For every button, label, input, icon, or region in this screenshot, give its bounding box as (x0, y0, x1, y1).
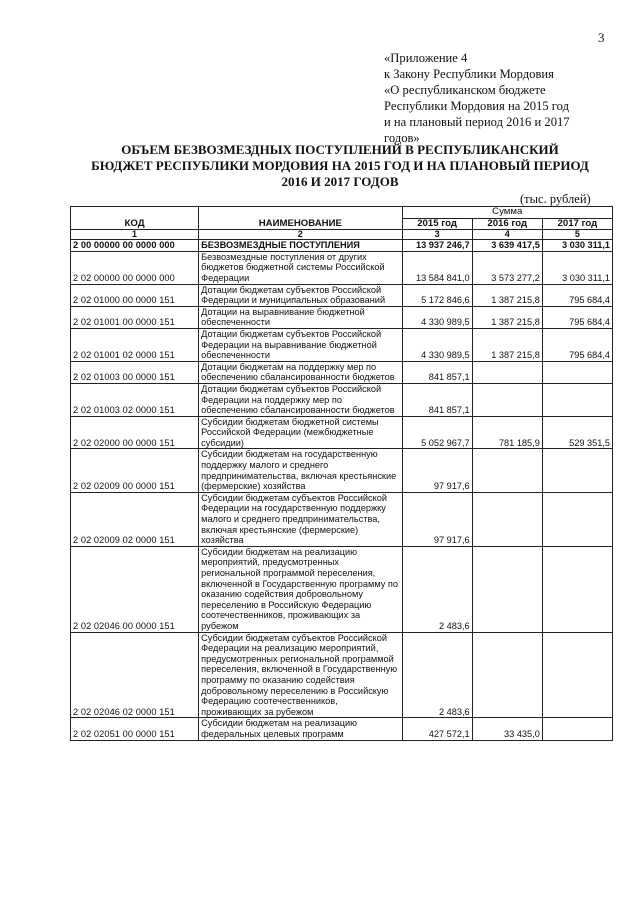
row-value-2016: 1 387 215,8 (472, 306, 542, 328)
title-line: 2016 И 2017 ГОДОВ (281, 174, 399, 189)
row-value-2017: 795 684,4 (542, 306, 612, 328)
row-value-2016 (472, 546, 542, 632)
row-code: 2 02 01000 00 0000 151 (71, 284, 199, 306)
row-value-2015: 5 052 967,7 (402, 416, 472, 449)
row-name: Дотации бюджетам субъектов Российской Федерации на поддержку мер по обеспечению сбалансированности бюджетов (199, 383, 402, 416)
header-name: НАИМЕНОВАНИЕ (199, 207, 402, 230)
header-code: КОД (71, 207, 199, 230)
row-value-2016 (472, 361, 542, 383)
row-value-2016: 3 573 277,2 (472, 251, 542, 284)
appendix-line: «Приложение 4 (384, 51, 468, 65)
appendix-line: к Закону Республики Мордовия (384, 67, 554, 81)
table-row (71, 361, 613, 383)
row-name: Безвозмездные поступления от других бюджетов бюджетной системы Российской Федерации (199, 251, 402, 284)
row-name: Субсидии бюджетам бюджетной системы Российской Федерации (межбюджетные субсидии) (199, 416, 402, 449)
header-year-2016: 2016 год (472, 218, 542, 230)
row-code: 2 02 01001 00 0000 151 (71, 306, 199, 328)
row-name: Субсидии бюджетам на реализацию федеральных целевых программ (199, 718, 402, 740)
row-value-2015: 841 857,1 (402, 361, 472, 383)
table-row (71, 306, 613, 328)
table-row (71, 251, 613, 284)
row-code: 2 02 02009 00 0000 151 (71, 449, 199, 492)
col-number-1: 1 (71, 230, 199, 240)
table-body (71, 240, 613, 740)
row-code: 2 02 02051 00 0000 151 (71, 718, 199, 740)
row-code: 2 02 00000 00 0000 000 (71, 251, 199, 284)
row-name: Субсидии бюджетам субъектов Российской Федерации на реализацию мероприятий, предусмотренных региональной программой переселения, включенной в Государственную программу по оказанию содействия добровольному переселению в Российскую Федерацию соотечественников, проживающих за рубежом (199, 632, 402, 718)
table-row (71, 328, 613, 361)
table-row (71, 449, 613, 492)
row-value-2016 (472, 492, 542, 546)
row-code: 2 02 02000 00 0000 151 (71, 416, 199, 449)
table-row (71, 546, 613, 632)
row-name: Дотации бюджетам на поддержку мер по обеспечению сбалансированности бюджетов (199, 361, 402, 383)
appendix-note (384, 50, 624, 146)
appendix-line: и на плановый период 2016 и 2017 (384, 115, 570, 129)
header-sum: Сумма (402, 207, 613, 219)
row-value-2015: 427 572,1 (402, 718, 472, 740)
document-title (60, 142, 620, 190)
header-year-2015: 2015 год (402, 218, 472, 230)
row-code: 2 02 02046 00 0000 151 (71, 546, 199, 632)
row-value-2015: 97 917,6 (402, 449, 472, 492)
table-row (71, 416, 613, 449)
units-label: (тыс. рублей) (520, 192, 591, 206)
row-value-2017 (542, 383, 612, 416)
header-year-2017: 2017 год (542, 218, 612, 230)
table-row (71, 718, 613, 740)
row-value-2017: 795 684,4 (542, 284, 612, 306)
row-code: 2 02 01003 02 0000 151 (71, 383, 199, 416)
row-value-2016 (472, 383, 542, 416)
row-name: Субсидии бюджетам на государственную поддержку малого и среднего предпринимательства, включая крестьянские (фермерские) хозяйства (199, 449, 402, 492)
row-name: Дотации на выравнивание бюджетной обеспеченности (199, 306, 402, 328)
row-value-2017 (542, 632, 612, 718)
row-code: 2 02 02009 02 0000 151 (71, 492, 199, 546)
title-line: ОБЪЕМ БЕЗВОЗМЕЗДНЫХ ПОСТУПЛЕНИЙ В РЕСПУБЛИКАНСКИЙ (121, 142, 559, 157)
row-name: Субсидии бюджетам субъектов Российской Федерации на государственную поддержку малого и среднего предпринимательства, включая крестьянские (фермерские) хозяйства (199, 492, 402, 546)
row-value-2016: 33 435,0 (472, 718, 542, 740)
row-value-2015: 13 937 246,7 (402, 240, 472, 252)
budget-table (70, 206, 613, 741)
row-value-2017: 3 030 311,1 (542, 251, 612, 284)
row-name: БЕЗВОЗМЕЗДНЫЕ ПОСТУПЛЕНИЯ (199, 240, 402, 252)
row-name: Субсидии бюджетам на реализацию мероприятий, предусмотренных региональной программой переселения, включенной в Государственную программу по оказанию содействия добровольному переселению в Российскую Федерацию соотечественников, проживающих за рубежом (199, 546, 402, 632)
table-row (71, 632, 613, 718)
row-value-2017: 529 351,5 (542, 416, 612, 449)
row-name: Дотации бюджетам субъектов Российской Федерации и муниципальных образований (199, 284, 402, 306)
row-value-2016: 3 639 417,5 (472, 240, 542, 252)
row-code: 2 02 01001 02 0000 151 (71, 328, 199, 361)
appendix-line: «О республиканском бюджете (384, 83, 546, 97)
row-value-2015: 4 330 989,5 (402, 306, 472, 328)
table-row (71, 492, 613, 546)
row-value-2017: 3 030 311,1 (542, 240, 612, 252)
row-value-2015: 5 172 846,6 (402, 284, 472, 306)
row-value-2017 (542, 492, 612, 546)
row-value-2016 (472, 449, 542, 492)
col-number-5: 5 (542, 230, 612, 240)
row-value-2016: 1 387 215,8 (472, 328, 542, 361)
row-code: 2 02 02046 02 0000 151 (71, 632, 199, 718)
row-value-2016: 781 185,9 (472, 416, 542, 449)
page-number: 3 (598, 30, 605, 45)
appendix-line: годов» (384, 131, 420, 145)
table-row (71, 383, 613, 416)
row-value-2016: 1 387 215,8 (472, 284, 542, 306)
row-value-2016 (472, 632, 542, 718)
row-value-2015: 13 584 841,0 (402, 251, 472, 284)
title-line: БЮДЖЕТ РЕСПУБЛИКИ МОРДОВИЯ НА 2015 ГОД И НА ПЛАНОВЫЙ ПЕРИОД (91, 158, 589, 173)
row-value-2015: 4 330 989,5 (402, 328, 472, 361)
col-number-2: 2 (199, 230, 402, 240)
appendix-line: Республики Мордовия на 2015 год (384, 99, 569, 113)
row-value-2017 (542, 546, 612, 632)
row-code: 2 02 01003 00 0000 151 (71, 361, 199, 383)
col-number-3: 3 (402, 230, 472, 240)
row-value-2015: 97 917,6 (402, 492, 472, 546)
row-code: 2 00 00000 00 0000 000 (71, 240, 199, 252)
row-value-2017 (542, 449, 612, 492)
row-value-2015: 841 857,1 (402, 383, 472, 416)
row-value-2017: 795 684,4 (542, 328, 612, 361)
row-value-2015: 2 483,6 (402, 546, 472, 632)
col-number-4: 4 (472, 230, 542, 240)
table-row (71, 284, 613, 306)
row-value-2015: 2 483,6 (402, 632, 472, 718)
row-name: Дотации бюджетам субъектов Российской Федерации на выравнивание бюджетной обеспеченности (199, 328, 402, 361)
row-value-2017 (542, 718, 612, 740)
row-value-2017 (542, 361, 612, 383)
table-row (71, 240, 613, 252)
